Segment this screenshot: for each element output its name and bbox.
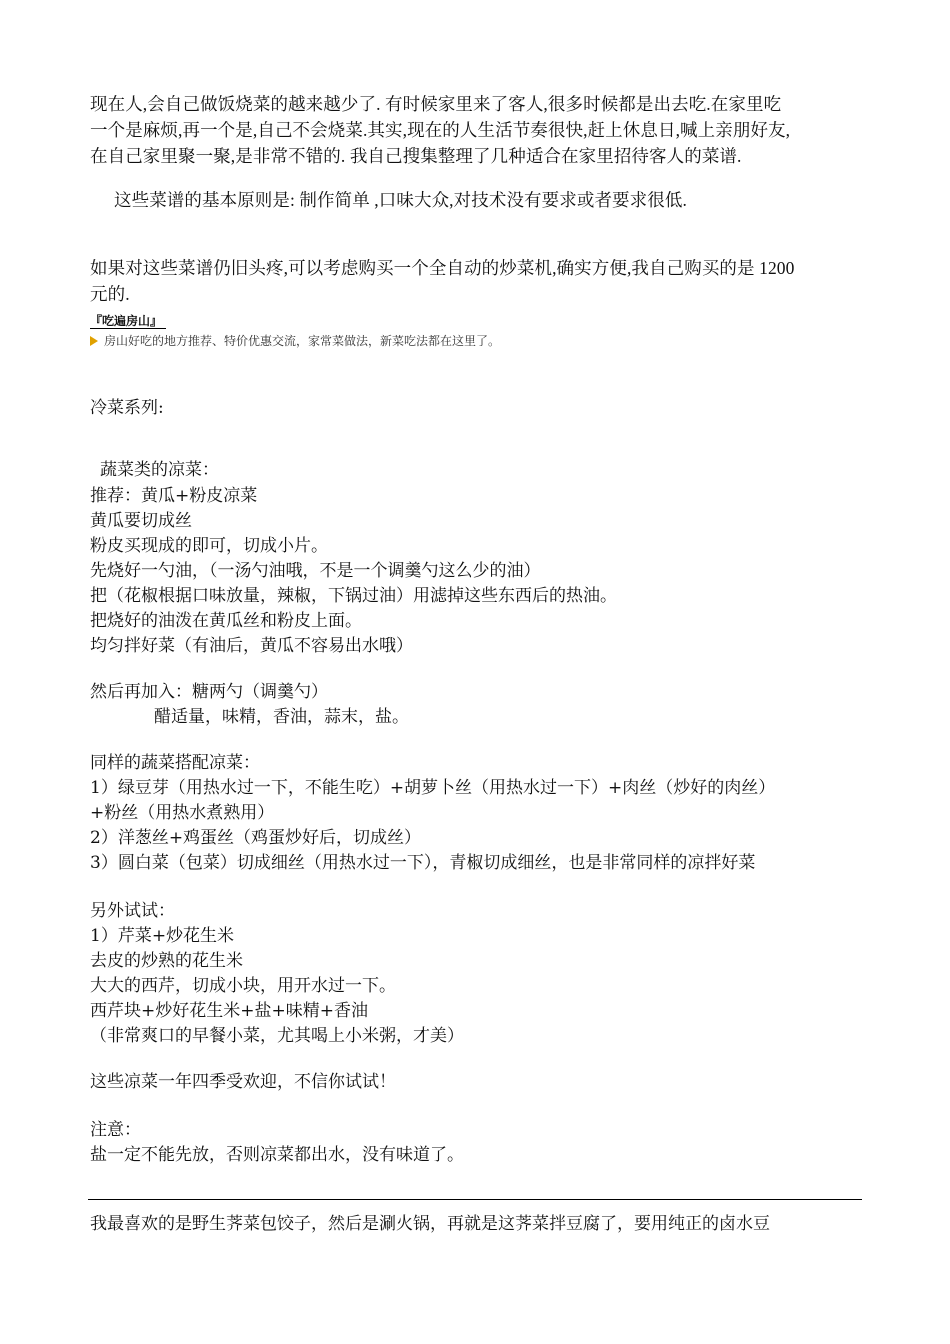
machine-paragraph-line: 如果对这些菜谱仍旧头疼,可以考虑购买一个全自动的炒菜机,确实方便,我自己购买的是 1200 — [90, 258, 795, 278]
recipe-line: 黄瓜要切成丝 — [90, 511, 192, 531]
try-line: 大大的西芹，切成小块，用开水过一下。 — [90, 976, 396, 996]
banner-description — [90, 333, 500, 349]
shepherds-purse-paragraph: 我最喜欢的是野生荠菜包饺子，然后是涮火锅，再就是这荠菜拌豆腐了，要用纯正的卤水豆 — [90, 1214, 770, 1234]
recipe-line: 推荐：黄瓜+粉皮凉菜 — [90, 486, 258, 506]
try-line: （非常爽口的早餐小菜，尤其喝上小米粥，才美） — [90, 1026, 464, 1046]
section-title: 冷菜系列: — [90, 398, 164, 418]
seasoning-line: 醋适量，味精，香油，蒜末，盐。 — [154, 707, 409, 727]
recipe-line: 均匀拌好菜（有油后，黄瓜不容易出水哦） — [90, 636, 413, 656]
note-heading: 注意： — [90, 1120, 141, 1140]
principle-paragraph: 这些菜谱的基本原则是: 制作简单 ,口味大众,对技术没有要求或者要求很低. — [114, 190, 687, 210]
same-veg-heading: 同样的蔬菜搭配凉菜： — [90, 753, 260, 773]
recipe-line: 粉皮买现成的即可，切成小片。 — [90, 536, 328, 556]
same-veg-line: 1）绿豆芽（用热水过一下，不能生吃）+胡萝卜丝（用热水过一下）+肉丝（炒好的肉丝） — [90, 778, 776, 798]
play-arrow-icon — [90, 336, 98, 346]
try-line: 去皮的炒熟的花生米 — [90, 951, 243, 971]
same-veg-line: 2）洋葱丝+鸡蛋丝（鸡蛋炒好后，切成丝） — [90, 828, 422, 848]
same-veg-line: 3）圆白菜（包菜）切成细丝（用热水过一下），青椒切成细丝，也是非常同样的凉拌好菜 — [90, 853, 756, 873]
recipe-line: 先烧好一勺油，（一汤勺油哦，不是一个调羹勺这么少的油） — [90, 561, 541, 581]
seasoning-line: 然后再加入：糖两勺（调羹勺） — [90, 682, 328, 702]
try-heading: 另外试试： — [90, 901, 175, 921]
try-line: 1）芹菜+炒花生米 — [90, 926, 235, 946]
horizontal-divider — [88, 1199, 862, 1200]
same-veg-line: +粉丝（用热水煮熟用） — [90, 803, 275, 823]
intro-paragraph-line: 现在人,会自己做饭烧菜的越来越少了. 有时候家里来了客人,很多时候都是出去吃.在家里吃 — [90, 94, 782, 114]
try-line: 西芹块+炒好花生米+盐+味精+香油 — [90, 1001, 368, 1021]
intro-paragraph-line: 一个是麻烦,再一个是,自己不会烧菜.其实,现在的人生活节奏很快,赶上休息日,喊上亲朋好友, — [90, 120, 791, 140]
machine-paragraph-line: 元的. — [90, 284, 130, 304]
banner-text: 房山好吃的地方推荐、特价优惠交流，家常菜做法，新菜吃法都在这里了。 — [104, 334, 501, 348]
recipe-line: 把（花椒根据口味放量，辣椒，下锅过油）用滤掉这些东西后的热油。 — [90, 586, 617, 606]
note-text: 盐一定不能先放，否则凉菜都出水，没有味道了。 — [90, 1145, 464, 1165]
banner-title-link[interactable]: 『吃遍房山』 — [90, 314, 166, 329]
veg-heading: 蔬菜类的凉菜： — [100, 460, 219, 480]
intro-paragraph-line: 在自己家里聚一聚,是非常不错的. 我自己搜集整理了几种适合在家里招待客人的菜谱. — [90, 146, 742, 166]
popular-line: 这些凉菜一年四季受欢迎，不信你试试！ — [90, 1072, 396, 1092]
recipe-line: 把烧好的油泼在黄瓜丝和粉皮上面。 — [90, 611, 362, 631]
